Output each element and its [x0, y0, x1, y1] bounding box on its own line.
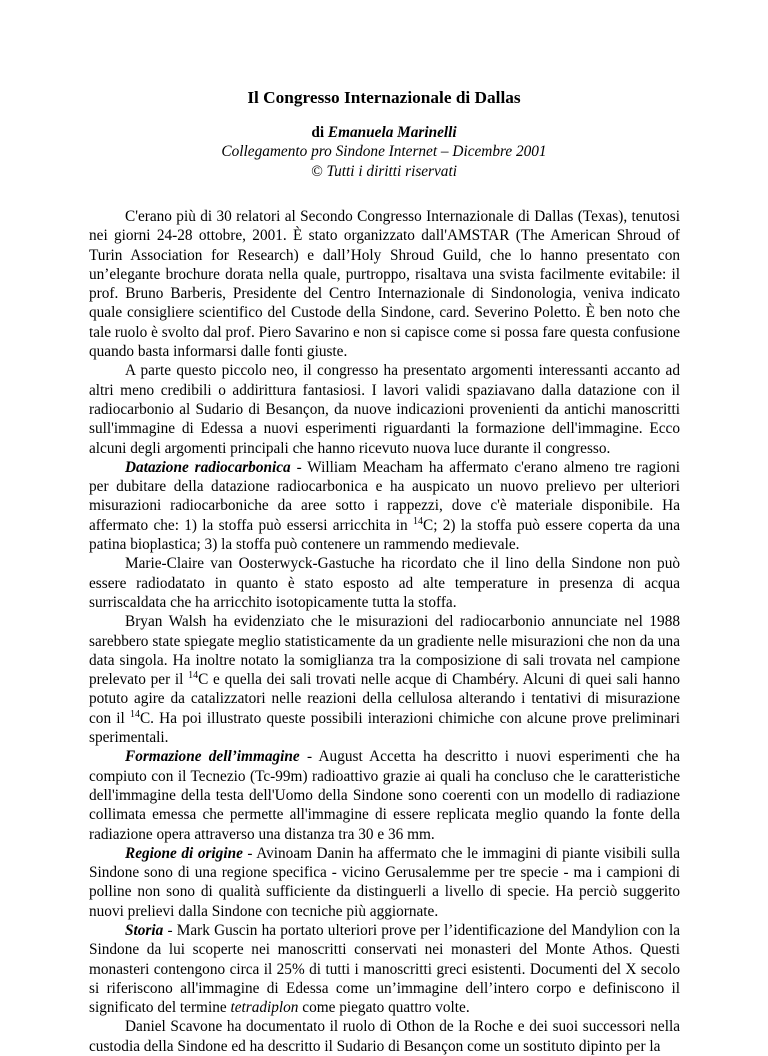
document-title: Il Congresso Internazionale di Dallas — [247, 88, 521, 107]
paragraph-text: - Avinoam Danin ha affermato che le immagini di piante visibili sulla Sindone sono di una regione specifica - vicino Gerusalemme per tre specie - ma i campioni di polline non sono di qualità sufficiente da distinguerli a livello di specie. Ha perciò suggerito nuovi prelievi dalla Sindone con tecniche più aggiornate. — [89, 844, 680, 920]
organization-line: Collegamento pro Sindone Internet – Dicembre 2001 — [221, 143, 547, 161]
author-name: Emanuela Marinelli — [327, 124, 457, 141]
byline — [0, 123, 768, 181]
paragraph-text: - William Meacham ha affermato c'erano almeno tre ragioni per dubitare della datazione radiocarbonica e ha auspicato un nuovo prelievo per ulteriori misurazioni radiocarboniche da aree sotto i rappezzi, dove c'è materiale disponibile. Ha affermato che: 1) la stoffa può essersi arricchita in — [89, 458, 680, 534]
paragraph-scavone — [89, 1017, 680, 1056]
paragraph-van-oosterwyck — [89, 554, 680, 612]
paragraph-intro — [89, 207, 680, 361]
paragraph-text: - Mark Guscin ha portato ulteriori prove per l’identificazione del Mandylion con la Sindone da lui scoperte nei manoscritti conservati nei monasteri del Monte Athos. Questi monasteri contengono circa il 25% di tutti i manoscritti greci esistenti. Documenti del X secolo si riferiscono all'immagine di Edessa come un’immagine dell’intero corpo e definiscono il significato del termine — [89, 921, 680, 1017]
paragraph-text: Bryan Walsh ha evidenziato che le misurazioni del radiocarbonio annunciate nel 1988 sarebbero state spiegate meglio statisticamente da un gradiente nelle misurazioni che non da una data singola. Ha inoltre notato la somiglianza tra la composizione di sali trovata nel campione prelevato per il — [89, 613, 680, 689]
paragraph-walsh — [89, 612, 680, 747]
paragraph-radiocarbon-dating — [89, 458, 680, 554]
isotope-superscript: 14 — [413, 515, 423, 527]
paragraph-text: C e quella dei sali trovati nelle acque di Chambéry. Alcuni di quei sali hanno potuto agire da catalizzatori nelle reazioni della cellulosa alterando i tentativi di misurazione con il — [89, 671, 680, 727]
section-heading: Datazione radiocarbonica — [125, 458, 291, 476]
paragraph-image-formation — [89, 747, 680, 843]
paragraph-text: Marie-Claire van Oosterwyck-Gastuche ha ricordato che il lino della Sindone non può essere radiodatato in quanto è stato esposto ad alte temperature in presenza di acqua surriscaldata che ha arricchito isotopicamente tutta la stoffa. — [89, 555, 680, 611]
paragraph-overview — [89, 361, 680, 457]
paragraph-text: come piegato quattro volte. — [298, 999, 470, 1017]
paragraph-text: C'erano più di 30 relatori al Secondo Congresso Internazionale di Dallas (Texas), tenutosi nei giorni 24-28 ottobre, 2001. È stato organizzato dall'AMSTAR (The American Shroud of Turin Association for Research) e dall’Holy Shroud Guild, che lo hanno presentato con un’elegante brochure dorata nella quale, purtroppo, risaltava una svista facilmente evitabile: il prof. Bruno Barberis, Presidente del Centro Internazionale di Sindonologia, veniva indicato quale consigliere scientifico del Custode della Sindone, card. Severino Poletto. È ben noto che tale ruolo è svolto dal prof. Piero Savarino e non si capisce come si possa fare questa confusione quando basta informarsi dalle fonti giuste. — [89, 208, 680, 361]
paragraph-text: C. Ha poi illustrato queste possibili interazioni chimiche con alcune prove preliminari sperimentali. — [89, 709, 680, 747]
paragraph-text: Daniel Scavone ha documentato il ruolo di Othon de la Roche e dei suoi successori nella custodia della Sindone ed ha descritto il Sudario di Besançon come un sostituto dipinto per la — [89, 1018, 680, 1055]
byline-prefix: di — [311, 124, 325, 141]
italic-term: tetradiplon — [230, 999, 299, 1017]
paragraph-text: A parte questo piccolo neo, il congresso ha presentato argomenti interessanti accanto ad altri meno credibili o addirittura fantasiosi. I lavori validi spaziavano dalla datazione con il radiocarbonio al Sudario di Besançon, da nuove indicazioni provenienti da antichi manoscritti sull'immagine di Edessa a nuovi esperimenti riguardanti la formazione dell'immagine. Ecco alcuni degli argomenti principali che hanno ricevuto nuova luce durante il congresso. — [89, 362, 680, 457]
paragraph-text: C; 2) la stoffa può essere coperta da una patina bioplastica; 3) la stoffa può contenere un rammendo medievale. — [89, 516, 680, 554]
isotope-superscript: 14 — [129, 708, 140, 720]
section-heading: Storia — [125, 921, 164, 939]
isotope-superscript: 14 — [188, 670, 199, 682]
section-heading: Regione di origine — [125, 844, 243, 862]
paragraph-history — [89, 921, 680, 1017]
article-body — [89, 207, 680, 1056]
section-heading: Formazione dell’immagine — [125, 748, 300, 766]
copyright-line: © Tutti i diritti riservati — [311, 162, 457, 180]
paragraph-region-of-origin — [89, 844, 680, 921]
paragraph-text: - August Accetta ha descritto i nuovi esperimenti che ha compiuto con il Tecnezio (Tc-99m) radioattivo grazie ai quali ha concluso che le caratteristiche dell'immagine della testa dell'Uomo della Sindone sono coerenti con un modello di radiazione collimata emessa che permette all'immagine di essere replicata meglio quando la fonte della radiazione opera attraverso una distanza tra 30 e 36 mm. — [89, 748, 680, 843]
